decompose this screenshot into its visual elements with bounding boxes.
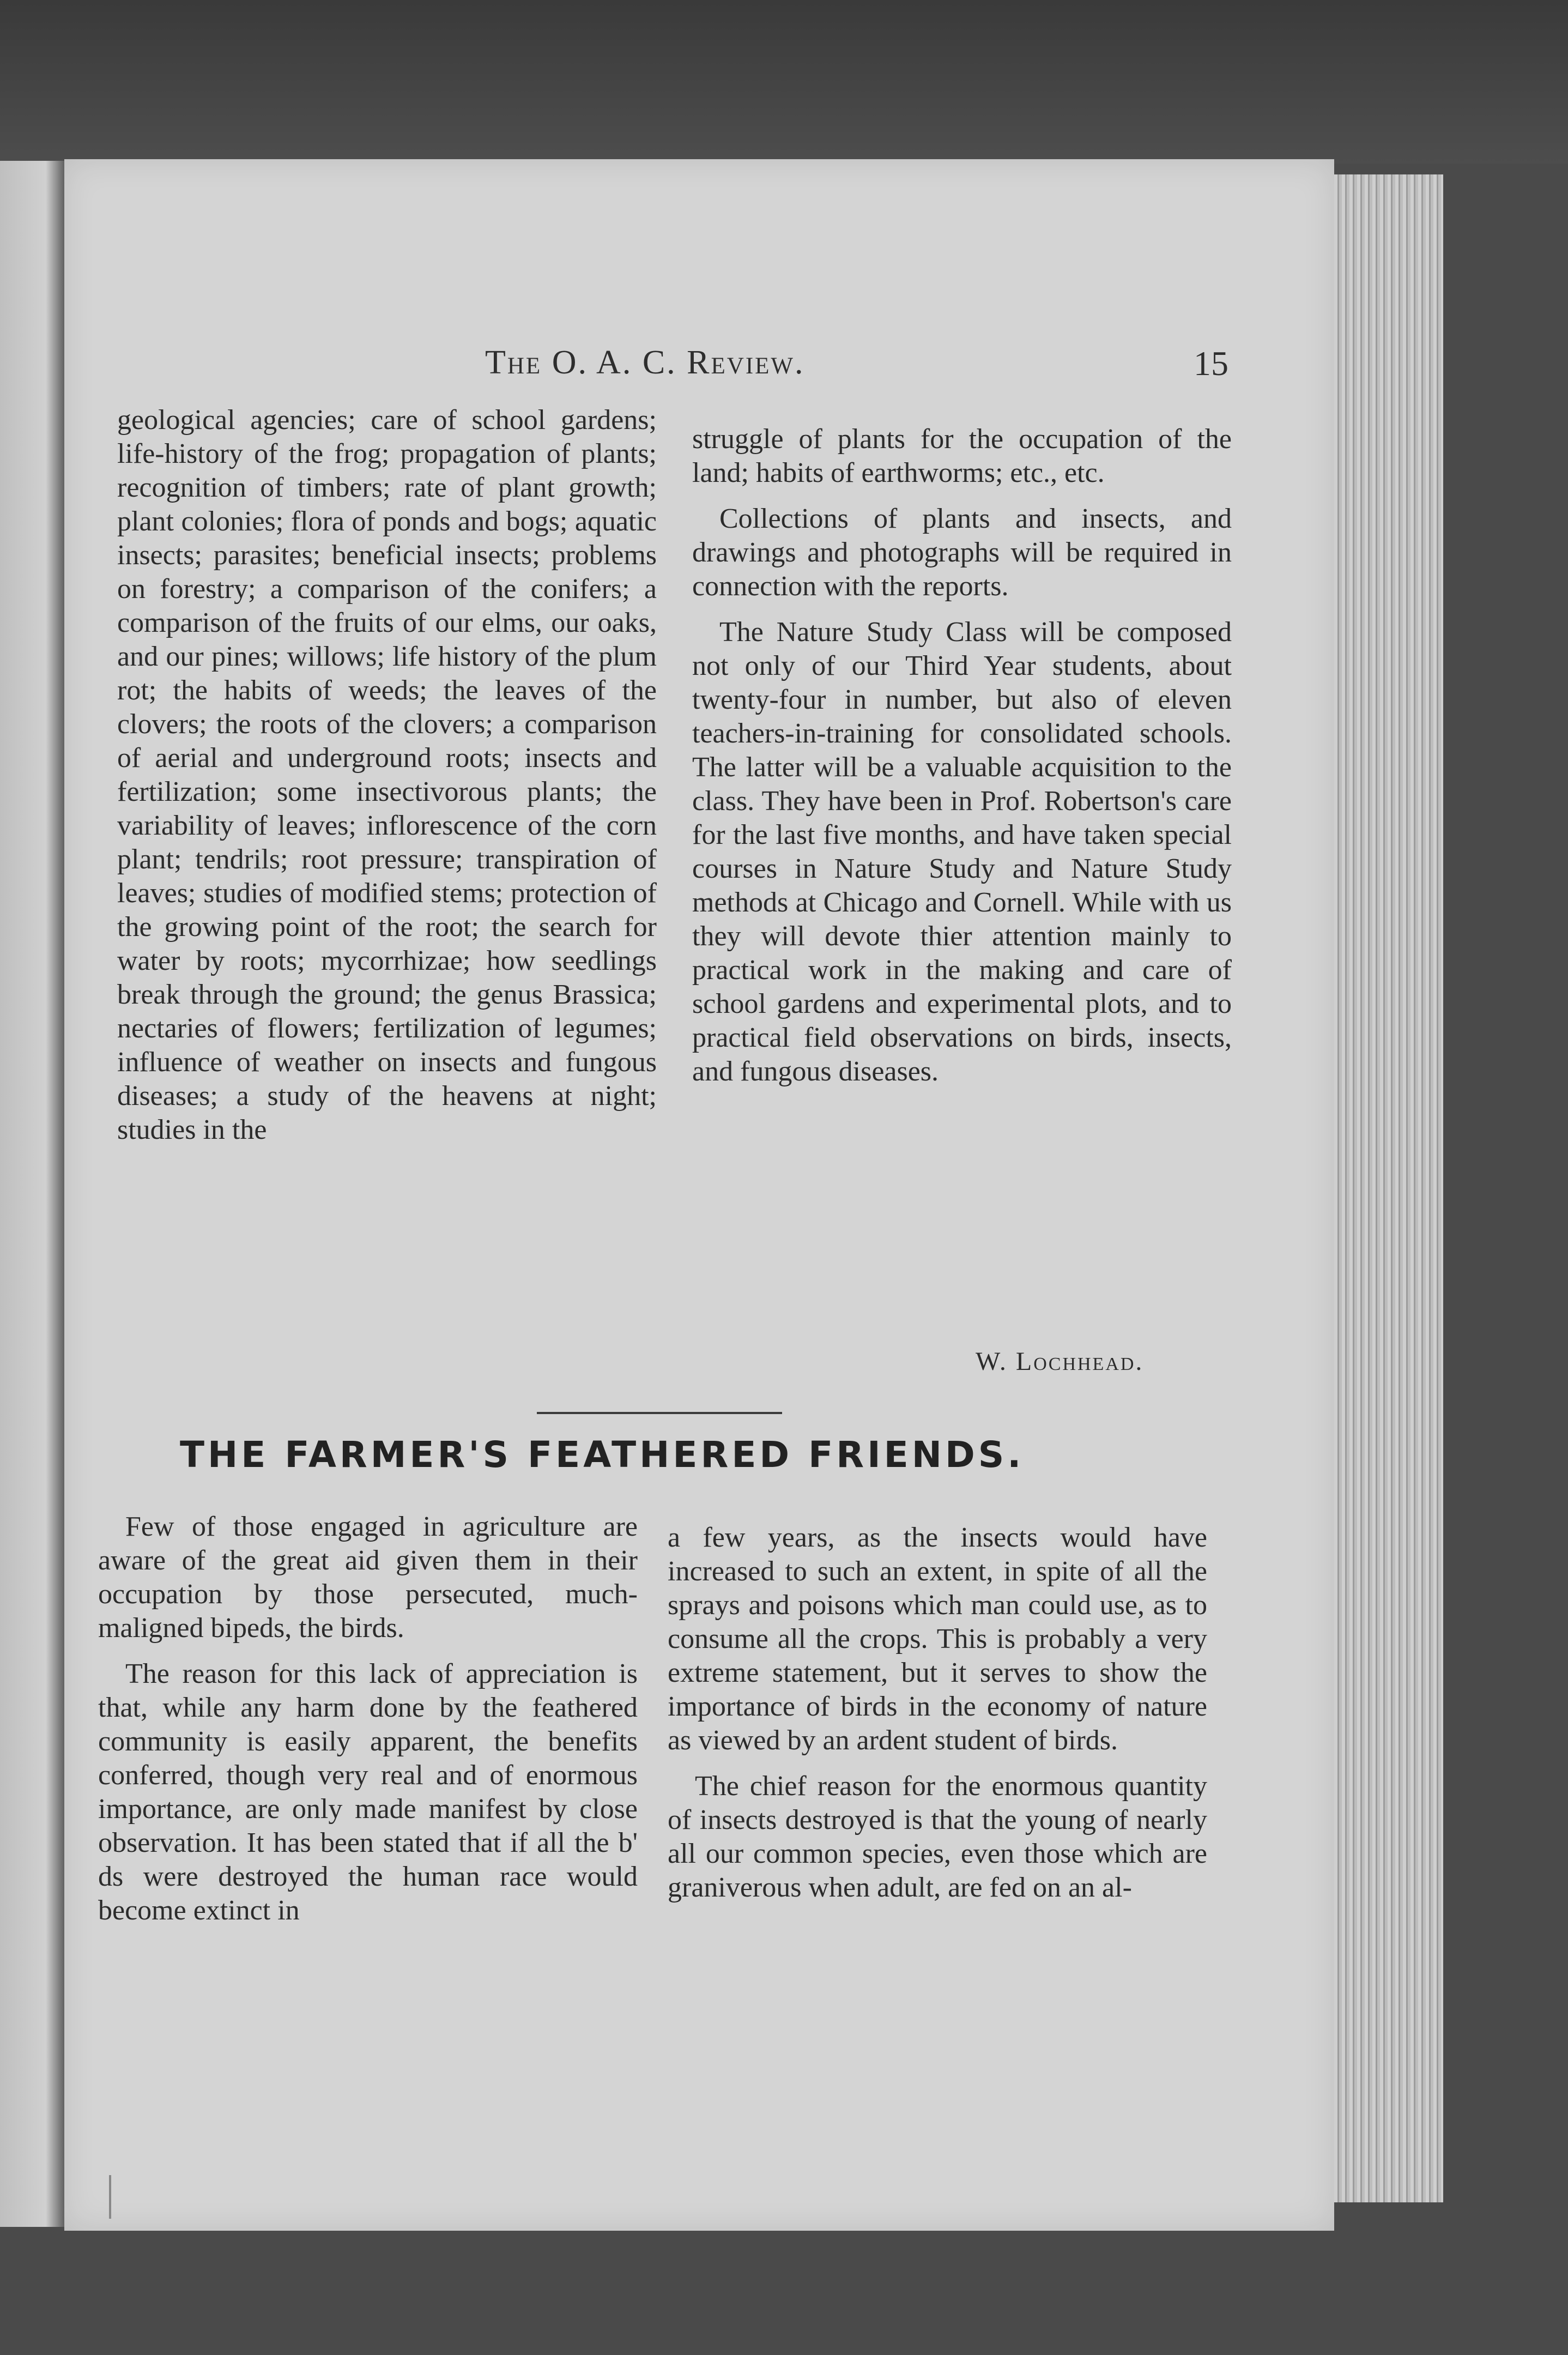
paragraph: Few of those engaged in agriculture are aware of the great aid given them in their occupation by those persecuted, much-maligned bipeds, the birds.	[98, 1511, 638, 1644]
page-number: 15	[1194, 344, 1228, 383]
paragraph: Collections of plants and insects, and drawings and photographs will be required in connection with the reports.	[692, 503, 1232, 602]
paragraph: The Nature Study Class will be composed not only of our Third Year students, about twenty-four in number, but also of eleven teachers-in-training for consolidated schools. The latter will be a valuable acquisition to the class. They have been in Prof. Robertson's care for the last five months, and have taken special courses in Nature Study and Nature Study methods at Chicago and Cornell. While with us they will devote thier attention mainly to practical work in the making and care of school gardens and experimental plots, and to practical field observations on birds, insects, and fungous diseases.	[692, 617, 1232, 1087]
paragraph: a few years, as the insects would have increased to such an extent, in spite of all the sprays and poisons which man could use, as to consume all the crops. This is probably a very extreme statement, but it serves to show the importance of birds in the economy of nature as viewed by an ardent student of birds.	[668, 1522, 1207, 1756]
lower-article-column-1	[98, 1510, 638, 1940]
article-title: THE FARMER'S FEATHERED FRIENDS.	[180, 1434, 1025, 1476]
section-divider	[537, 1412, 782, 1414]
running-title: The O. A. C. Review.	[485, 344, 805, 381]
page-mark	[109, 2175, 111, 2219]
paragraph: The chief reason for the enormous quantity of insects destroyed is that the young of nearly all our common species, even those which are graniverous when adult, are fed on an al-	[668, 1771, 1207, 1903]
upper-article-column-2	[692, 422, 1232, 1101]
page-header	[0, 343, 1568, 392]
page-stack-edge	[1334, 174, 1443, 2202]
background-top	[0, 0, 1568, 164]
upper-article-column-1	[117, 403, 657, 1159]
lower-article-column-2	[668, 1521, 1207, 1917]
author-signature: W. Lochhead.	[976, 1347, 1144, 1376]
paragraph: The reason for this lack of appreciation is that, while any harm done by the feathered community is easily apparent, the benefits conferred, though very real and of enormous importance, are only made manifest by close observation. It has been stated that if all the b' ds were destroyed the human race would become extinct in	[98, 1658, 638, 1926]
facing-page-edge	[0, 161, 65, 2227]
paragraph: geological agencies; care of school gardens; life-history of the frog; propagation of plants; recognition of timbers; rate of plant growth; plant colonies; flora of ponds and bogs; aquatic insects; parasites; beneficial insects; problems on forestry; a comparison of the conifers; a comparison of the fruits of our elms, our oaks, and our pines; willows; life history of the plum rot; the habits of weeds; the leaves of the clovers; the roots of the clovers; a comparison of aerial and underground roots; insects and fertilization; some insectivorous plants; the variability of leaves; inflorescence of the corn plant; tendrils; root pressure; transpiration of leaves; studies of modified stems; protection of the growing point of the root; the search for water by roots; mycorrhizae; how seedlings break through the ground; the genus Brassica; nectaries of flowers; fertilization of legumes; influence of weather on insects and fungous diseases; a study of the heavens at night; studies in the	[117, 404, 657, 1145]
paragraph: struggle of plants for the occupation of the land; habits of earthworms; etc., etc.	[692, 424, 1232, 488]
